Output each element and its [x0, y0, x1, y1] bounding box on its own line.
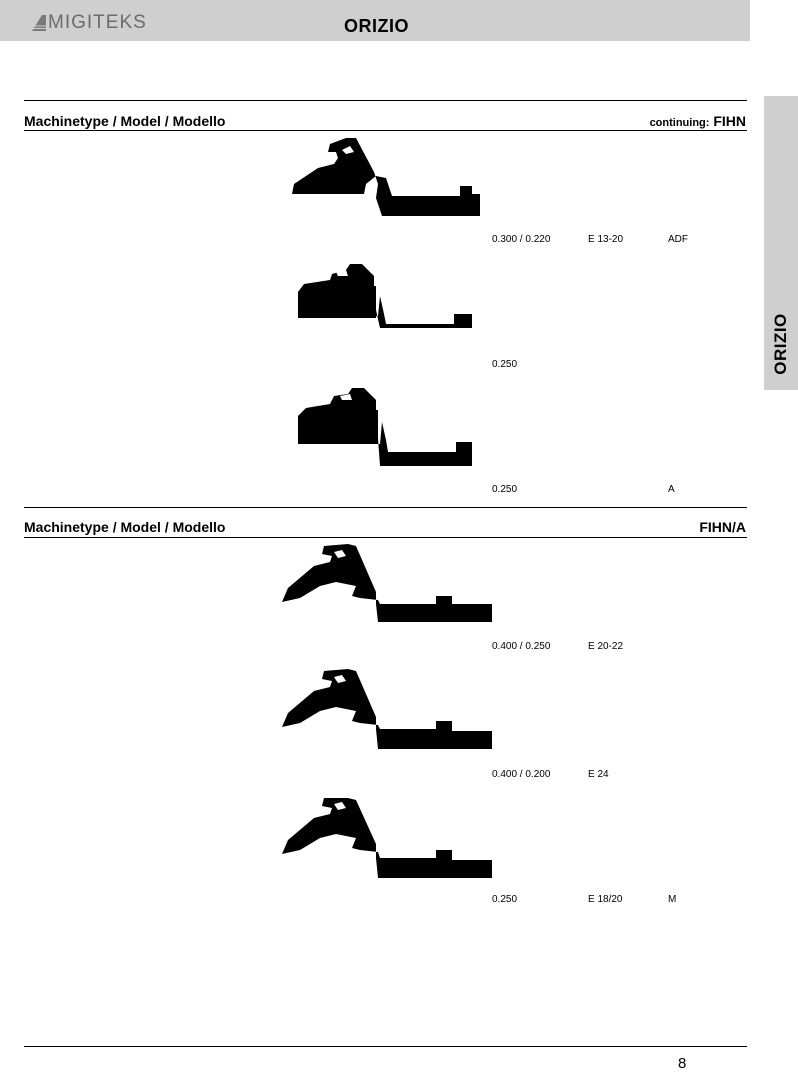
model-name: FIHN/A — [699, 519, 746, 535]
footer-rule — [24, 1046, 747, 1047]
code-label: E 24 — [588, 769, 609, 780]
section-top-rule — [24, 507, 747, 508]
gauge-label: 0.400 / 0.200 — [492, 769, 551, 780]
section-header — [24, 519, 746, 537]
side-tab-label: ORIZIO — [771, 313, 790, 375]
code-label: E 18/20 — [588, 894, 623, 905]
section-header-rule — [24, 537, 747, 538]
section-header — [24, 113, 746, 131]
gauge-label: 0.300 / 0.220 — [492, 234, 551, 245]
model-name: FIHN — [713, 113, 746, 129]
profile-drawing — [296, 386, 476, 472]
page-header-title: ORIZIO — [344, 16, 409, 36]
variant-label: ADF — [668, 234, 688, 245]
variant-label: A — [668, 484, 675, 495]
logo-mark-icon — [32, 15, 46, 31]
continuing-label: continuing: — [649, 117, 710, 129]
section-label: Machinetype / Model / Modello — [24, 113, 226, 129]
gauge-label: 0.250 — [492, 484, 518, 495]
section-header-rule — [24, 130, 747, 131]
header-bar — [0, 0, 750, 41]
page-number: 8 — [678, 1055, 687, 1072]
gauge-label: 0.250 — [492, 359, 518, 370]
gauge-label: 0.400 / 0.250 — [492, 641, 551, 652]
variant-label: M — [668, 894, 677, 905]
profile-drawing — [296, 262, 476, 344]
gauge-label: 0.250 — [492, 894, 518, 905]
section-top-rule — [24, 100, 747, 101]
section-label: Machinetype / Model / Modello — [24, 519, 226, 535]
profile-drawing — [290, 136, 482, 218]
profile-drawing — [280, 796, 494, 882]
profile-drawing — [280, 667, 494, 753]
logo-text: MIGITEKS — [48, 12, 147, 33]
brand-logo — [32, 11, 147, 35]
side-tab — [764, 96, 798, 390]
code-label: E 20-22 — [588, 641, 624, 652]
profile-drawing — [280, 542, 494, 626]
section-model — [650, 113, 746, 129]
code-label: E 13-20 — [588, 234, 624, 245]
